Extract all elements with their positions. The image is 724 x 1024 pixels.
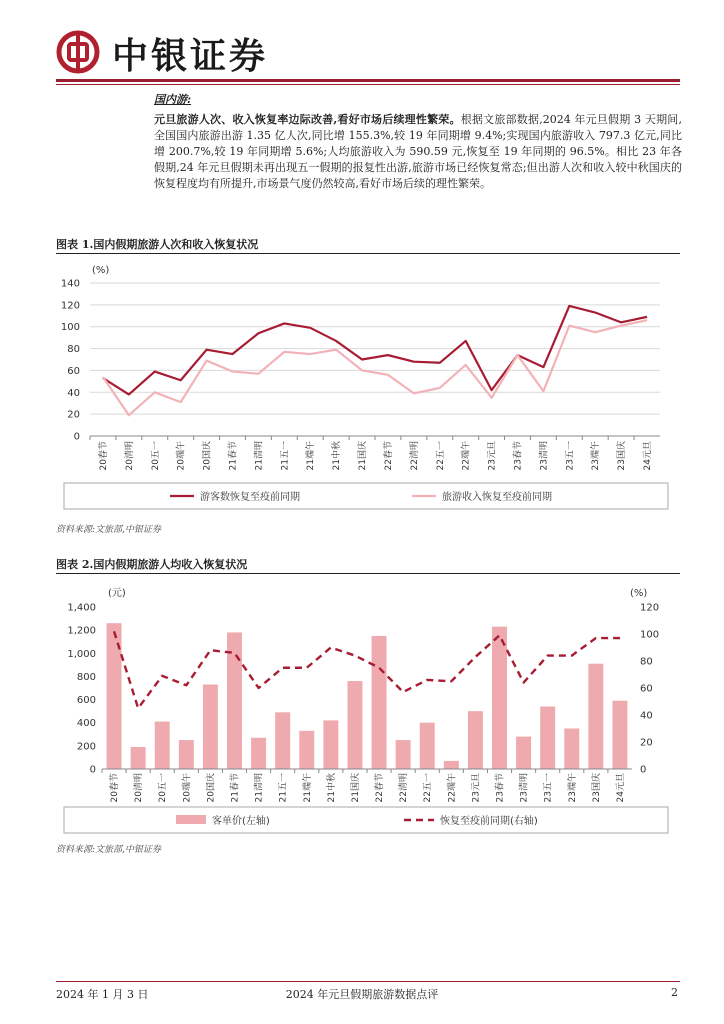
chart1-series-line-2 [103, 320, 647, 415]
chart2-xtick-label: 21中秋 [326, 773, 337, 803]
chart2-xtick-label: 20五一 [158, 773, 169, 803]
footer-rule [56, 981, 680, 982]
chart1-xtick-label: 20国庆 [202, 441, 213, 471]
chart2-xtick-label: 20春节 [110, 773, 121, 803]
chart2-bar [612, 701, 627, 769]
chart2-bar [179, 740, 194, 769]
chart2-ytick-right: 20 [640, 737, 653, 749]
chart2-ytick-left: 800 [76, 671, 96, 683]
chart1-xtick-label: 23清明 [539, 440, 550, 471]
chart2-ytick-right: 120 [640, 602, 660, 614]
chart2-bar [131, 747, 146, 769]
chart2-bar [516, 737, 531, 769]
chart2-bar [203, 685, 218, 769]
chart2-xtick-label: 20端午 [182, 773, 193, 803]
chart2-ytick-left: 0 [89, 764, 96, 776]
chart2-ytick-right: 40 [640, 710, 653, 722]
chart2-legend [64, 807, 668, 833]
chart1-ytick: 100 [60, 322, 80, 334]
figure1-source: 资料来源:文旅部,中银证券 [56, 525, 161, 535]
chart2-legend-swatch-bar [176, 815, 206, 824]
chart1-xtick-label: 22春节 [383, 441, 394, 471]
chart2-bar [372, 636, 387, 769]
chart1-ytick: 80 [67, 344, 80, 356]
chart1-legend [64, 483, 668, 509]
chart2-ylabel-right: (%) [630, 588, 648, 599]
chart2-ytick-right: 60 [640, 683, 653, 695]
chart1-ytick: 120 [60, 300, 80, 312]
section-title: 国内游: [154, 93, 192, 106]
footer-page-number: 2 [671, 986, 678, 999]
chart2-bar [492, 627, 507, 769]
chart2-xtick-label: 23春节 [495, 773, 506, 803]
chart2-ylabel-left: (元) [108, 588, 126, 599]
chart2-ytick-left: 1,400 [67, 602, 96, 614]
chart1-xtick-label: 20五一 [150, 441, 161, 471]
chart2-xtick-label: 23五一 [543, 773, 554, 803]
chart2-xtick-label: 22五一 [423, 773, 434, 803]
chart2-bar [347, 681, 362, 769]
paragraph-body: 根据文旅部数据,2024 年元旦假期 3 天期间,全国国内旅游出游 1.35 亿人次,同比增 155.3%,较 19 年同期增 9.4%;实现国内旅游收入 797.3 亿元,同比增 200.7%,较 19 年同期增 5.6%;人均旅游收入为 590.59 元,恢复至 19 年同期的 96.5%。相比 23 年各假期,24 年元旦假期未再出现五一假期的报复性出游,旅游市场已经恢复常态;但出游人次和收入较中秋国庆的恢复程度均有所提升,市场景气度仍然较高,看好市场后续的理性繁荣。 [154, 113, 682, 190]
chart1-xtick-label: 24元旦 [643, 441, 654, 471]
chart2-xtick-label: 20国庆 [206, 773, 217, 803]
chart1-series-line-1 [103, 306, 647, 395]
chart2-ytick-left: 1,000 [67, 648, 96, 660]
page-header [0, 0, 724, 90]
chart2-xtick-label: 23清明 [519, 773, 530, 803]
chart1-ytick: 40 [67, 387, 80, 399]
chart1-ytick: 140 [60, 278, 80, 290]
chart2-xtick-label: 22端午 [447, 773, 458, 803]
chart2-xtick-label: 21端午 [302, 773, 313, 803]
chart2-series-line [114, 631, 620, 708]
chart1-xtick-label: 21端午 [306, 441, 317, 471]
brand-name: 中银证券 [112, 36, 269, 77]
chart2-bar [444, 761, 459, 769]
figure1-title: 图表 1.国内假期旅游人次和收入恢复状况 [56, 238, 259, 251]
chart2-xtick-label: 21国庆 [350, 773, 361, 803]
chart2-ytick-right: 100 [640, 629, 660, 641]
chart1-ylabel: (%) [92, 265, 110, 276]
paragraph-lead: 元旦旅游人次、收入恢复率边际改善,看好市场后续理性繁荣。 [154, 113, 461, 126]
chart2-xtick-label: 22春节 [375, 773, 386, 803]
domestic-tourism-section [154, 92, 682, 192]
chart1-xtick-label: 21春节 [228, 441, 239, 471]
chart2-bar [299, 731, 314, 769]
figure2-source: 资料来源:文旅部,中银证券 [56, 845, 161, 855]
chart2-xtick-label: 24元旦 [615, 773, 626, 803]
chart2-ytick-right: 80 [640, 656, 653, 668]
chart1-xtick-label: 21五一 [280, 441, 291, 471]
chart2-xtick-label: 22清明 [399, 773, 410, 803]
chart2-bar [275, 712, 290, 769]
chart2-bar [420, 723, 435, 769]
chart1-xtick-label: 20端午 [176, 441, 187, 471]
chart2-xtick-label: 21清明 [254, 773, 265, 803]
chart2-ytick-right: 0 [640, 764, 647, 776]
chart1-legend-label-2: 旅游收入恢复至疫前同期 [442, 492, 552, 503]
chart2-ytick-left: 400 [76, 718, 96, 730]
chart2 [56, 576, 680, 838]
chart1 [56, 256, 680, 516]
chart2-xtick-label: 23元旦 [471, 773, 482, 803]
chart1-xtick-label: 23国庆 [617, 441, 628, 471]
chart2-bar [251, 738, 266, 769]
chart1-xtick-label: 23元旦 [487, 441, 498, 471]
chart2-xtick-label: 20清明 [134, 773, 145, 803]
figure2-title: 图表 2.国内假期旅游人均收入恢复状况 [56, 558, 248, 571]
chart1-xtick-label: 23春节 [513, 441, 524, 471]
chart1-xtick-label: 23五一 [565, 441, 576, 471]
chart2-bar [468, 711, 483, 769]
chart2-xtick-label: 23端午 [567, 773, 578, 803]
chart1-ytick: 0 [73, 431, 80, 443]
chart2-xtick-label: 21春节 [230, 773, 241, 803]
footer-doc-title: 2024 年元旦假期旅游数据点评 [285, 988, 439, 1001]
footer-date: 2024 年 1 月 3 日 [56, 988, 149, 1001]
chart1-xtick-label: 23端午 [591, 441, 602, 471]
chart2-bar [588, 664, 603, 769]
chart2-bar [540, 707, 555, 769]
chart2-ytick-left: 200 [76, 741, 96, 753]
section-paragraph [154, 112, 682, 192]
figure2-rule [56, 573, 680, 574]
chart2-legend-label-bar: 客单价(左轴) [212, 816, 270, 827]
chart1-xtick-label: 22端午 [461, 441, 472, 471]
chart1-xtick-label: 22五一 [435, 441, 446, 471]
chart2-xtick-label: 23国庆 [591, 773, 602, 803]
chart2-bar [396, 740, 411, 769]
header-rule-thin [56, 84, 680, 85]
chart2-ytick-left: 600 [76, 695, 96, 707]
bank-of-china-logo-icon [56, 30, 100, 74]
chart1-ytick: 60 [67, 365, 80, 377]
chart1-xtick-label: 21中秋 [332, 441, 343, 471]
chart2-bar [323, 720, 338, 769]
chart2-bar [564, 729, 579, 770]
chart1-xtick-label: 20春节 [98, 441, 109, 471]
chart2-xtick-label: 21五一 [278, 773, 289, 803]
chart2-bar [155, 722, 170, 769]
chart2-legend-label-line: 恢复至疫前同期(右轴) [440, 816, 538, 827]
chart1-xtick-label: 21清明 [254, 441, 265, 471]
chart1-ytick: 20 [67, 409, 80, 421]
chart1-xtick-label: 20清明 [124, 441, 135, 471]
chart1-legend-label-1: 游客数恢复至疫前同期 [200, 492, 300, 503]
chart1-xtick-label: 21国庆 [358, 441, 369, 471]
header-rule [56, 79, 680, 82]
chart1-xtick-label: 22清明 [409, 441, 420, 471]
figure1-rule [56, 253, 680, 254]
chart2-ytick-left: 1,200 [67, 625, 96, 637]
